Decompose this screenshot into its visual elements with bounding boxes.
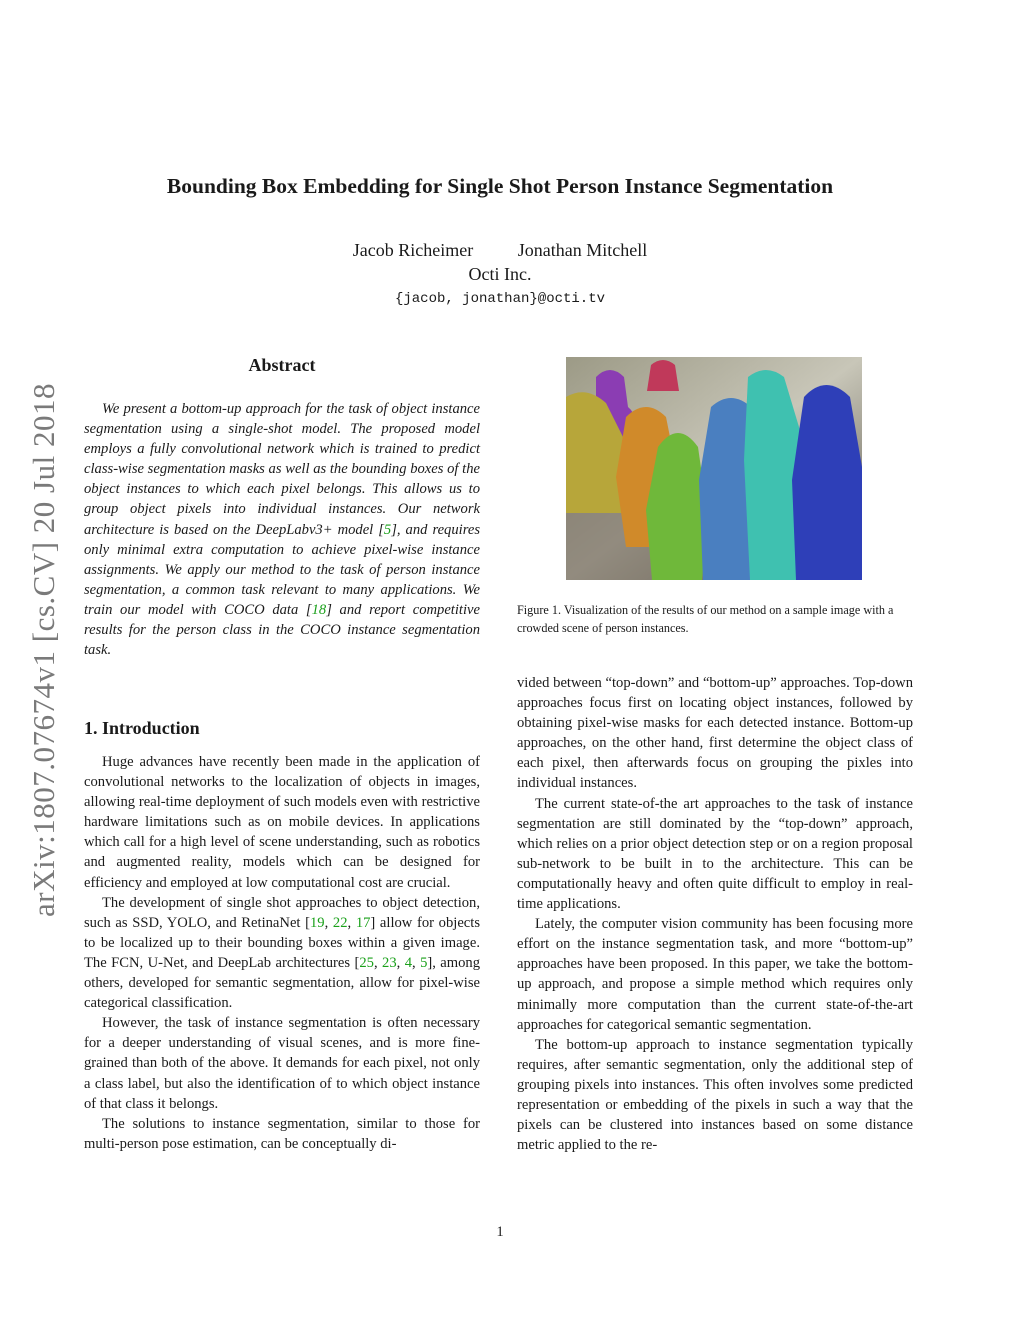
- authors: [0, 240, 1000, 261]
- citation-link[interactable]: 5: [383, 521, 392, 538]
- introduction-heading: 1. Introduction: [84, 718, 200, 738]
- citation-link[interactable]: 5: [420, 954, 428, 971]
- figure-1-caption: Figure 1. Visualization of the results of our method on a sample image with a crowded scene of person instances.: [517, 603, 894, 635]
- citation-link[interactable]: 22: [332, 914, 348, 931]
- abstract-heading: Abstract: [248, 355, 316, 375]
- citation-link[interactable]: 19: [310, 914, 325, 931]
- arxiv-id: arXiv:1807.07674v1 [cs.CV] 20 Jul 2018: [26, 383, 61, 917]
- citation-link[interactable]: 23: [382, 954, 397, 971]
- author-email: {jacob, jonathan}@octi.tv: [394, 291, 606, 307]
- person-mask: [647, 360, 679, 391]
- paragraph: Lately, the computer vision community has been focusing more effort on the instance segmentation task, and more “bottom-up” approaches have been proposed. In this paper, we take the bottom-up approach, and propose a simple method which requires only minimally more computation than the current state-of-the-art approaches for categorical semantic segmentation.: [517, 916, 913, 1033]
- intro-right-column: [517, 673, 913, 1155]
- abstract-text: We present a bottom-up approach for the task of object instance segmentation using a single-shot model. The proposed model employs a fully convolutional network which is trained to predict class-wise segmentation masks as well as the bounding boxes of the object instances to which each pixel belongs. This allows us to group object pixels into individual instances. Our network architecture is based on the DeepLabv3+ model [5], and requires only minimal extra computation to achieve pixel-wise instance assignments. We apply our method to the task of person instance segmentation, a common task relevant to many applications. We train our model with COCO data [18] and report competitive results for the person class in the COCO instance segmentation task.: [84, 401, 480, 659]
- affiliation: Octi Inc.: [468, 264, 532, 284]
- person-mask: [792, 385, 862, 580]
- author-2: Jonathan Mitchell: [517, 240, 648, 260]
- paragraph: The bottom-up approach to instance segmentation typically requires, after semantic segmentation, only the additional step of grouping pixels into instances. This often involves some predicted representation or embedding of the pixels in such a way that the pixels can be clustered into instances based on some distance metric applied to the re-: [517, 1036, 913, 1154]
- page-number: 1: [496, 1224, 504, 1240]
- citation-link[interactable]: 4: [404, 954, 412, 971]
- paragraph: Huge advances have recently been made in the application of convolutional networks to the localization of objects in images, allowing real-time deployment of such models even with restrictive hardware limitations such as on mobile devices. In applications which call for a high level of scene understanding, such as robotics and augmented reality, models which can be designed for efficiency and employed at low computational cost are crucial.: [84, 754, 480, 891]
- paragraph: The solutions to instance segmentation, similar to those for multi-person pose estimation, can be conceptually di-: [84, 1115, 480, 1152]
- author-1: Jacob Richeimer: [352, 240, 474, 260]
- intro-left-column: [84, 752, 480, 1154]
- paper-title: Bounding Box Embedding for Single Shot Person Instance Segmentation: [166, 174, 834, 198]
- paragraph: vided between “top-down” and “bottom-up” approaches. Top-down approaches focus first on locating object instances, followed by obtaining pixel-wise masks for each detected instance. Bottom-up approaches, on the other hand, first determine the object class of each pixel, then afterwards focus on grouping the pixles into individual instances.: [517, 675, 913, 792]
- citation-link[interactable]: 18: [311, 601, 327, 618]
- citation-link[interactable]: 25: [359, 954, 374, 971]
- paragraph: However, the task of instance segmentation is often necessary for a deeper understanding of visual scenes, and is more fine-grained than both of the above. It demands for each pixel, not only a class label, but also the identification of to which object instance of that class it belongs.: [84, 1015, 480, 1112]
- paragraph: The development of single shot approaches to object detection, such as SSD, YOLO, and RetinaNet [19, 22, 17] allow for objects to be localized up to their bounding boxes within a given image. The FCN, U-Net, and DeepLab architectures [25, 23, 4, 5], among others, developed for semantic segmentation, allow for pixel-wise categorical classification.: [84, 894, 481, 1012]
- paragraph: The current state-of-the art approaches to the task of instance segmentation are still dominated by the “top-down” approach, which relies on a prior object detection step or on a region proposal sub-network to be built in to the architecture. This can be computationally heavy and often quite difficult to employ in real-time applications.: [517, 795, 913, 913]
- citation-link[interactable]: 17: [355, 914, 371, 931]
- arxiv-stamp: [20, 360, 68, 940]
- figure-1-image: [566, 357, 862, 580]
